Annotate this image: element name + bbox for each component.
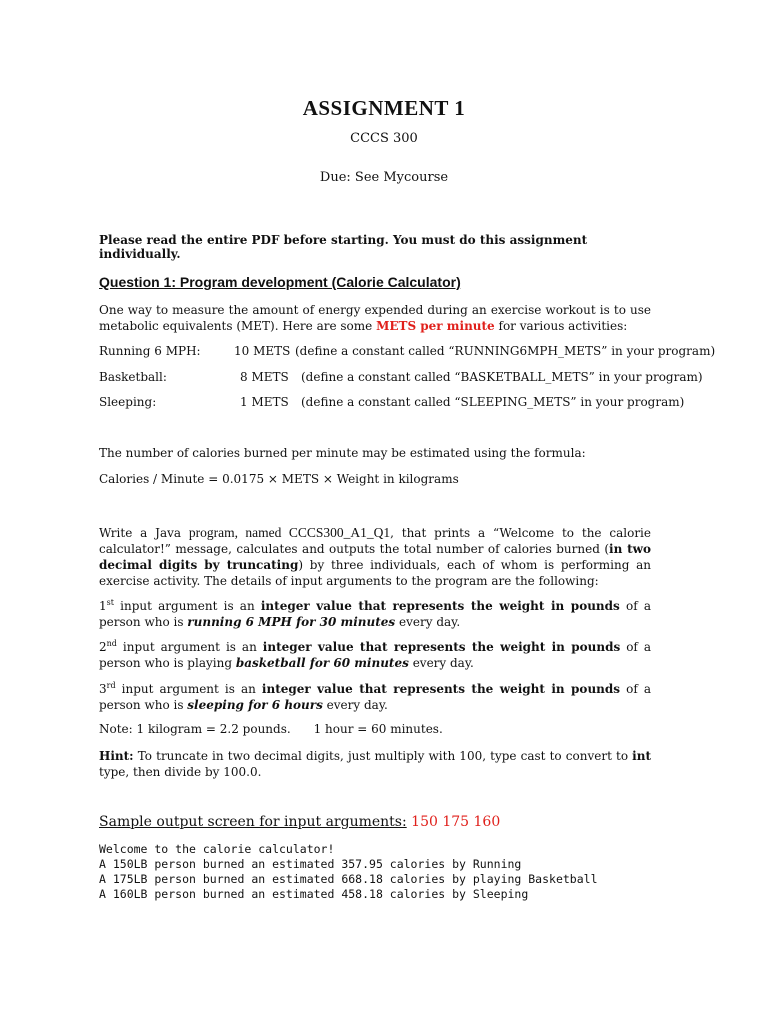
- formula: Calories / Minute = 0.0175 × METS × Weight in kilograms: [99, 472, 459, 486]
- argument-2: [99, 639, 651, 671]
- arg-text: input argument is an: [115, 682, 262, 696]
- write-program-text: program, named: [188, 525, 289, 540]
- arg-ordinal-suffix: st: [106, 598, 114, 607]
- document-title: ASSIGNMENT 1: [302, 96, 466, 120]
- arg-type: integer value that represents the weight in pounds: [261, 682, 621, 696]
- arg-text: of a person who is playing: [99, 640, 651, 670]
- formula-intro: The number of calories burned per minute may be estimated using the formula:: [99, 446, 586, 460]
- truncation-requirement: in two decimal digits by truncating: [99, 542, 652, 572]
- hint-label: Hint:: [99, 749, 134, 763]
- arg-text: every day.: [322, 698, 388, 712]
- sample-label-text: Sample output screen for input arguments:: [99, 814, 407, 830]
- write-text-3: ) by three individuals, each of whom is performing an exercise activity. The details of input arguments to the program are the following:: [99, 558, 651, 588]
- arg-text: every day.: [408, 656, 474, 670]
- activity-name: Basketball:: [99, 370, 167, 384]
- met-highlight: METS per minute: [376, 319, 495, 333]
- conversion-note: Note: 1 kilogram = 2.2 pounds. 1 hour = 60 minutes.: [99, 722, 443, 736]
- question-heading: Question 1: Program development (Calorie Calculator): [99, 274, 461, 290]
- arg-type: integer value that represents the weight in pounds: [260, 599, 620, 613]
- hint-text: To truncate in two decimal digits, just multiply with 100, type cast to convert to: [133, 749, 633, 763]
- output-line: Welcome to the calorie calculator!: [99, 842, 335, 856]
- argument-1: [99, 598, 651, 630]
- write-text-2: , that prints a “Welcome to the calorie calculator!” message, calculates and outputs the total number of calories burned (: [99, 526, 651, 556]
- arg-text: input argument is an: [116, 640, 263, 654]
- output-line: A 150LB person burned an estimated 357.95 calories by Running: [99, 857, 522, 871]
- arg-text: every day.: [395, 615, 461, 629]
- arg-type: integer value that represents the weight in pounds: [262, 640, 621, 654]
- arg-activity: basketball for 60 minutes: [235, 656, 409, 670]
- met-intro: [99, 302, 651, 334]
- hint-int: int: [632, 749, 651, 763]
- hint-text-2: type, then divide by 100.0.: [99, 765, 262, 779]
- sample-input-values: 150 175 160: [411, 814, 501, 830]
- intro-note: Please read the entire PDF before starting. You must do this assignment individually.: [99, 233, 588, 261]
- sample-output-label: [99, 814, 651, 830]
- activity-mets: 8 METS: [240, 370, 289, 384]
- arg-text: of a person who is: [99, 682, 651, 712]
- hint: [99, 748, 651, 780]
- argument-3: [99, 681, 651, 713]
- met-intro-end: for various activities:: [494, 319, 628, 333]
- arg-ordinal: 1: [99, 599, 107, 613]
- activity-desc: (define a constant called “RUNNING6MPH_METS” in your program): [295, 344, 716, 358]
- activity-desc: (define a constant called “SLEEPING_METS” in your program): [301, 395, 685, 409]
- program-description: [99, 525, 651, 589]
- arg-ordinal-suffix: rd: [106, 681, 116, 690]
- activity-name: Running 6 MPH:: [99, 344, 201, 358]
- arg-text: input argument is an: [113, 599, 261, 613]
- course-code: CCCS 300: [350, 131, 418, 146]
- output-line: A 175LB person burned an estimated 668.18 calories by playing Basketball: [99, 872, 598, 886]
- arg-ordinal-suffix: nd: [106, 639, 117, 648]
- arg-ordinal: 2: [99, 640, 107, 654]
- activity-desc: (define a constant called “BASKETBALL_METS” in your program): [301, 370, 703, 384]
- activity-name: Sleeping:: [99, 395, 157, 409]
- due-date: Due: See Mycourse: [319, 170, 449, 185]
- program-name: CCCS300_A1_Q1: [288, 525, 391, 540]
- met-intro-text: One way to measure the amount of energy expended during an exercise workout is to use metabolic equivalents (MET). Here are some: [99, 303, 651, 333]
- write-text: Write a Java: [99, 526, 189, 540]
- arg-text: of a person who is: [99, 599, 651, 629]
- arg-activity: sleeping for 6 hours: [187, 698, 323, 712]
- arg-activity: running 6 MPH for 30 minutes: [187, 615, 396, 629]
- activity-mets: 1 METS: [240, 395, 289, 409]
- activity-mets: 10 METS: [234, 344, 291, 358]
- arg-ordinal: 3: [99, 682, 107, 696]
- output-line: A 160LB person burned an estimated 458.18 calories by Sleeping: [99, 887, 529, 901]
